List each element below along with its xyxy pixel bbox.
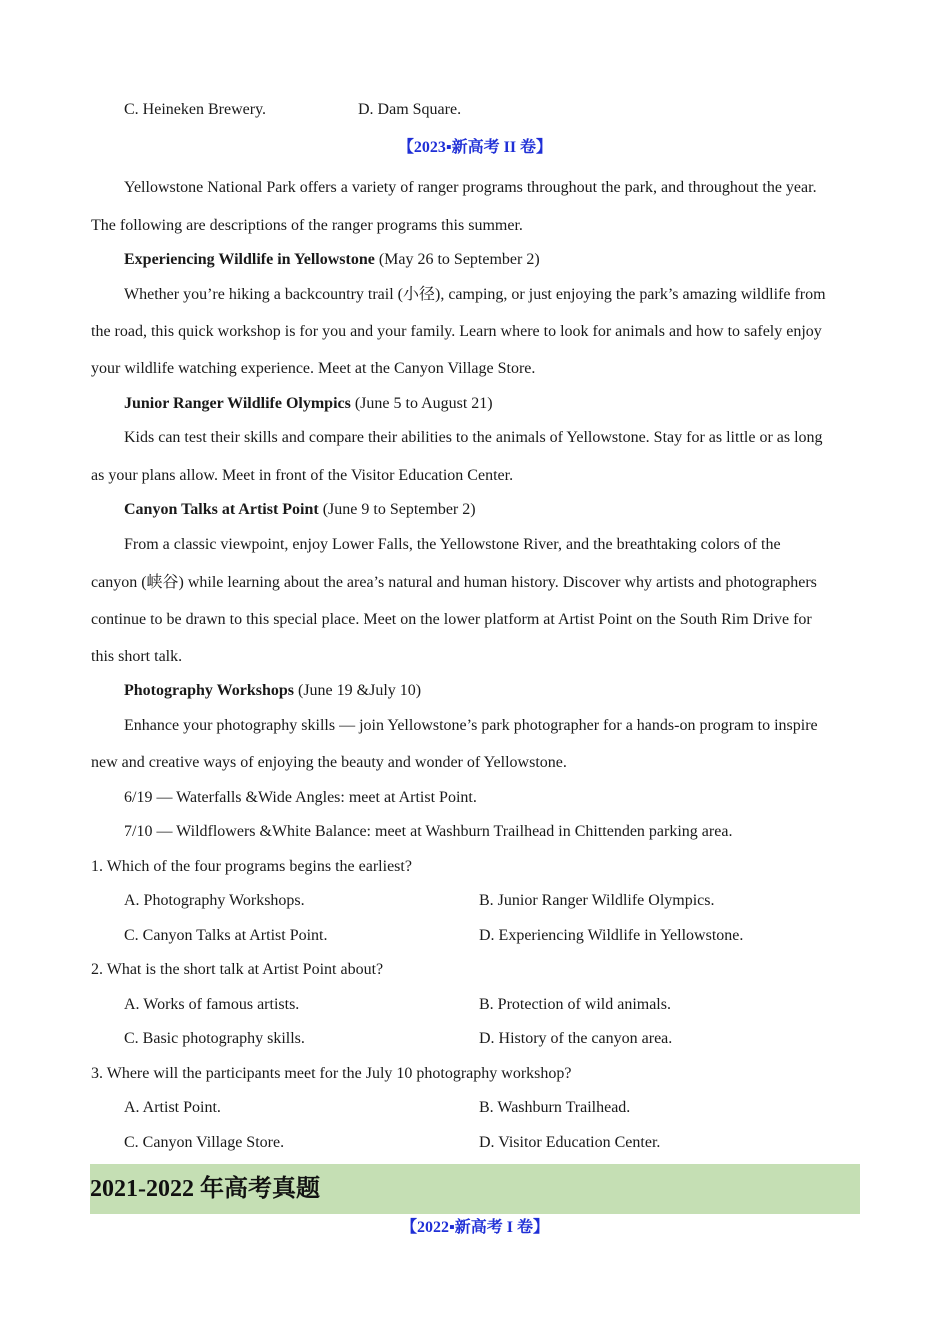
intro-line-1: Yellowstone National Park offers a variety of ranger programs throughout the park, and throughout the year. xyxy=(124,179,817,196)
option-a: A. Photography Workshops. xyxy=(124,892,305,909)
option-a: A. Artist Point. xyxy=(124,1099,221,1116)
option-d: D. Experiencing Wildlife in Yellowstone. xyxy=(479,927,744,944)
program-title: Photography Workshops xyxy=(124,682,294,699)
option-a: A. Works of famous artists. xyxy=(124,996,300,1013)
program-text-line: Whether you’re hiking a backcountry trail (小径), camping, or just enjoying the park’s amazing wildlife from xyxy=(124,286,826,303)
program-text-line: the road, this quick workshop is for you and your family. Learn where to look for animals and how to safely enjoy xyxy=(91,323,822,340)
question-2: 2. What is the short talk at Artist Point about? xyxy=(91,961,384,978)
program-dates: (May 26 to September 2) xyxy=(374,251,540,268)
program-text-line: canyon (峡谷) while learning about the area’s natural and human history. Discover why artists and photographers xyxy=(91,574,817,591)
program-heading-photography xyxy=(124,681,421,701)
option-c: C. Basic photography skills. xyxy=(124,1030,305,1047)
program-text-line: From a classic viewpoint, enjoy Lower Falls, the Yellowstone River, and the breathtaking colors of the xyxy=(124,536,781,553)
option-c: C. Canyon Talks at Artist Point. xyxy=(124,927,328,944)
program-dates: (June 19 &July 10) xyxy=(293,682,422,699)
program-text-line: your wildlife watching experience. Meet at the Canyon Village Store. xyxy=(91,360,536,377)
prev-option-c: C. Heineken Brewery. xyxy=(124,101,267,118)
section-band xyxy=(90,1164,860,1214)
option-b: B. Protection of wild animals. xyxy=(479,996,671,1013)
option-b: B. Junior Ranger Wildlife Olympics. xyxy=(479,892,715,909)
program-text-line: Enhance your photography skills — join Yellowstone’s park photographer for a hands-on program to inspire xyxy=(124,717,818,734)
program-dates: (June 5 to August 21) xyxy=(350,395,493,412)
program-title: Canyon Talks at Artist Point xyxy=(124,501,319,518)
exam-header-2023: 【2023▪新高考 II 卷】 xyxy=(397,139,553,156)
section-title: 2021-2022 年高考真题 xyxy=(90,1176,320,1202)
program-text-line: continue to be drawn to this special place. Meet on the lower platform at Artist Point on the South Rim Drive for xyxy=(91,611,812,628)
program-title: Junior Ranger Wildlife Olympics xyxy=(124,395,351,412)
program-text-line: as your plans allow. Meet in front of the Visitor Education Center. xyxy=(91,467,514,484)
program-heading-canyon-talks xyxy=(124,500,476,520)
option-c: C. Canyon Village Store. xyxy=(124,1134,285,1151)
schedule-item: 7/10 — Wildflowers &White Balance: meet at Washburn Trailhead in Chittenden parking area. xyxy=(124,823,733,840)
option-d: D. Visitor Education Center. xyxy=(479,1134,661,1151)
program-text-line: Kids can test their skills and compare their abilities to the animals of Yellowstone. Stay for as little or as long xyxy=(124,429,823,446)
program-dates: (June 9 to September 2) xyxy=(318,501,476,518)
option-b: B. Washburn Trailhead. xyxy=(479,1099,631,1116)
program-heading-olympics xyxy=(124,394,493,414)
program-text-line: this short talk. xyxy=(91,648,183,665)
program-heading-wildlife xyxy=(124,250,540,270)
prev-option-d: D. Dam Square. xyxy=(358,101,462,118)
question-1: 1. Which of the four programs begins the earliest? xyxy=(91,858,412,875)
schedule-item: 6/19 — Waterfalls &Wide Angles: meet at Artist Point. xyxy=(124,789,477,806)
program-text-line: new and creative ways of enjoying the beauty and wonder of Yellowstone. xyxy=(91,754,567,771)
intro-line-2: The following are descriptions of the ranger programs this summer. xyxy=(91,217,523,234)
option-d: D. History of the canyon area. xyxy=(479,1030,673,1047)
exam-header-2022: 【2022▪新高考 I 卷】 xyxy=(401,1219,549,1236)
program-title: Experiencing Wildlife in Yellowstone xyxy=(124,251,375,268)
question-3: 3. Where will the participants meet for the July 10 photography workshop? xyxy=(91,1065,572,1082)
